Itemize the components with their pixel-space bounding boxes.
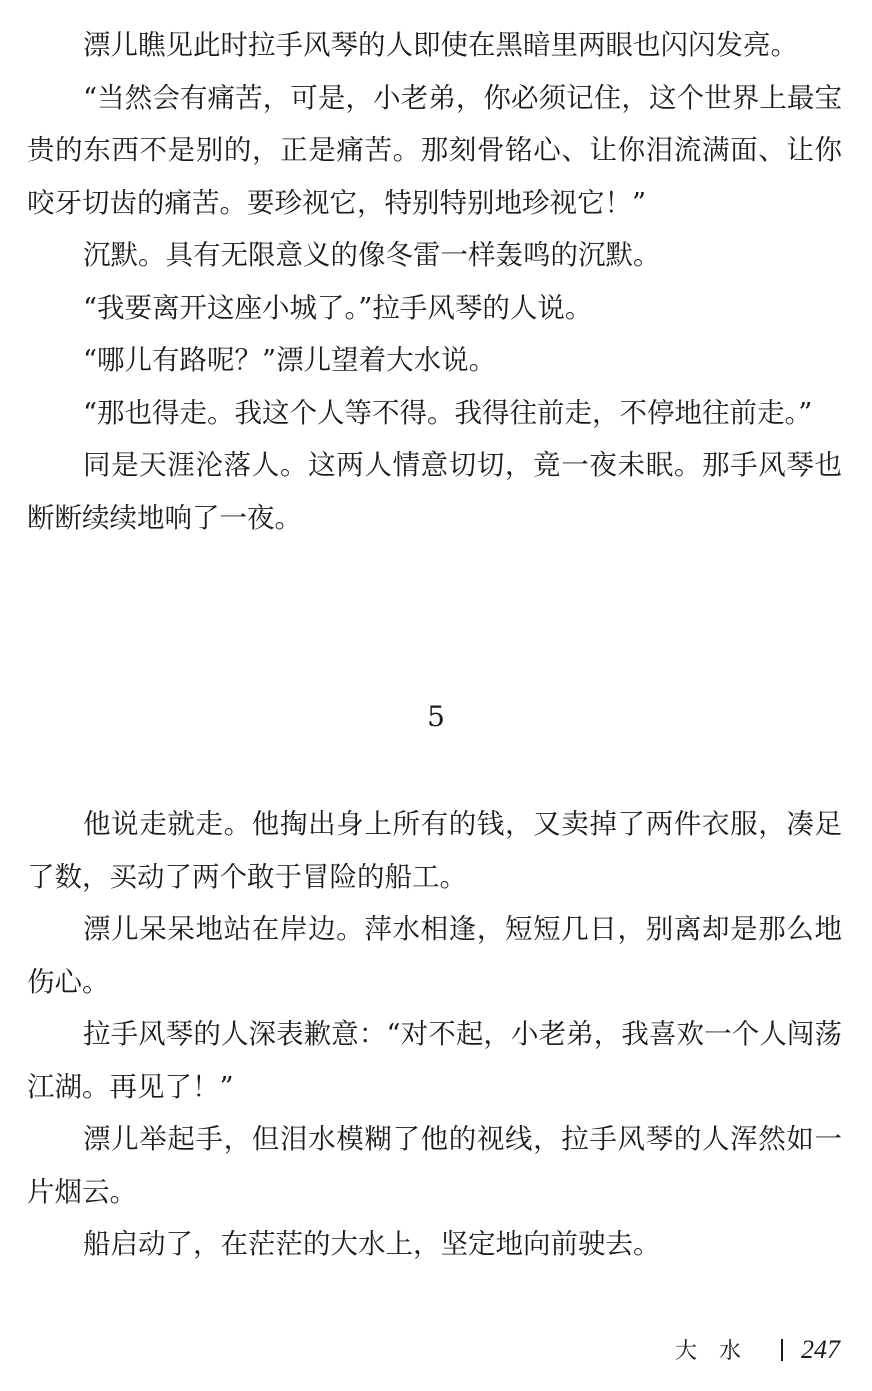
paragraph: “那也得走。我这个人等不得。我得往前走，不停地往前走。”	[83, 396, 813, 429]
paragraph: 漂儿举起手，但泪水模糊了他的视线，拉手风琴的人浑然如一片烟云。	[27, 1123, 842, 1208]
paragraph: 漂儿呆呆地站在岸边。萍水相逢，短短几日，别离却是那么地伤心。	[27, 913, 842, 998]
page-footer	[675, 1334, 840, 1365]
paragraph: 船启动了，在茫茫的大水上，坚定地向前驶去。	[83, 1228, 661, 1260]
section-number: 5	[427, 700, 445, 733]
text-block-before-section	[27, 19, 842, 544]
running-title: 大水	[674, 1339, 763, 1364]
text-block-after-section	[27, 798, 842, 1271]
page-number: 247	[801, 1334, 840, 1364]
paragraph: 同是天涯沦落人。这两人情意切切，竟一夜未眠。那手风琴也断断续续地响了一夜。	[27, 449, 842, 534]
paragraph: “当然会有痛苦，可是，小老弟，你必须记住，这个世界上最宝贵的东西不是别的，正是痛苦。那刻骨铭心、让你泪流满面、让你咬牙切齿的痛苦。要珍视它，特别特别地珍视它！”	[27, 81, 842, 219]
paragraph: 沉默。具有无限意义的像冬雷一样轰鸣的沉默。	[83, 239, 661, 271]
paragraph: 他说走就走。他掏出身上所有的钱，又卖掉了两件衣服，凑足了数，买动了两个敢于冒险的船工。	[27, 808, 842, 893]
paragraph: 拉手风琴的人深表歉意：“对不起，小老弟，我喜欢一个人闯荡江湖。再见了！”	[27, 1018, 842, 1103]
paragraph: 漂儿瞧见此时拉手风琴的人即使在黑暗里两眼也闪闪发亮。	[83, 29, 798, 61]
paragraph: “哪儿有路呢？”漂儿望着大水说。	[83, 344, 497, 376]
paragraph: “我要离开这座小城了。”拉手风琴的人说。	[83, 291, 593, 324]
footer-divider	[781, 1339, 783, 1361]
